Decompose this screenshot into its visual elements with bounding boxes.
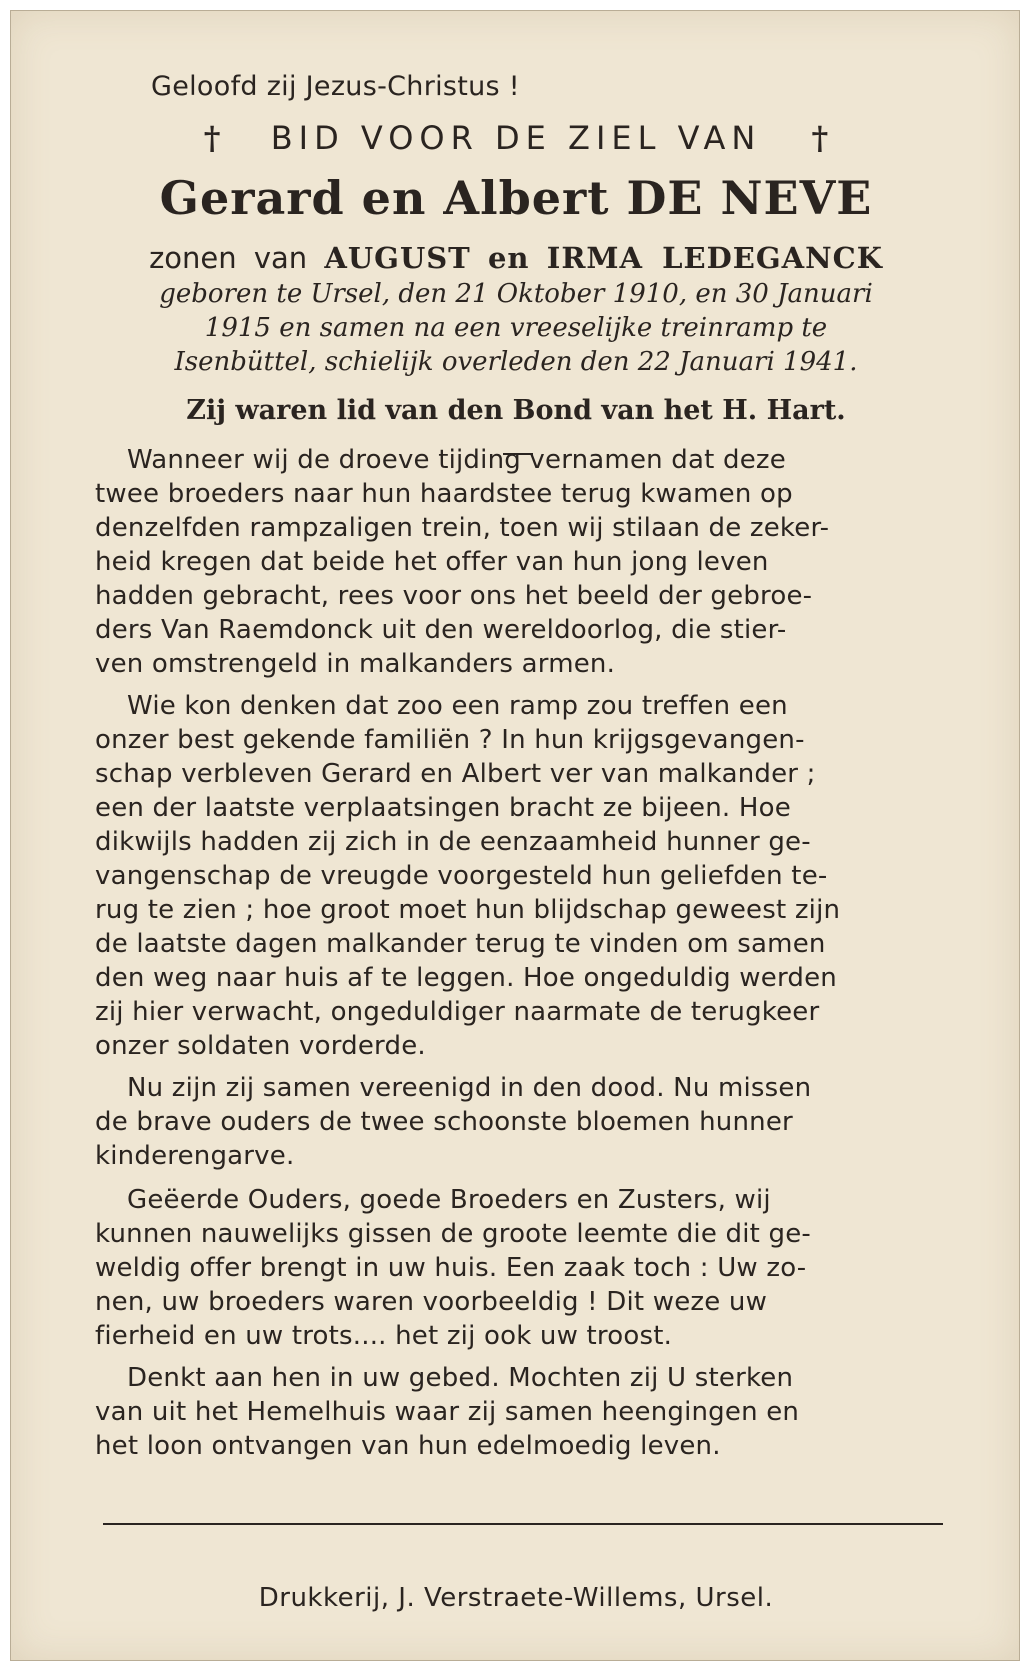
text-line: nen, uw broeders waren voorbeeldig ! Dit weze uw	[95, 1287, 768, 1317]
text-line: Geëerde Ouders, goede Broeders en Zusters, wij	[127, 1185, 771, 1215]
text-line: Wie kon denken dat zoo een ramp zou treffen een	[127, 691, 788, 721]
memorial-card	[10, 10, 1020, 1661]
footer-rule	[103, 1523, 943, 1525]
text-line: schap verbleven Gerard en Albert ver van malkander ;	[95, 759, 816, 789]
text-line: zij hier verwacht, ongeduldiger naarmate de terugkeer	[95, 997, 820, 1027]
mother-name: IRMA LEDEGANCK	[546, 241, 883, 275]
text-line: een der laatste verplaatsingen bracht ze bijeen. Hoe	[95, 793, 791, 823]
text-line: fierheid en uw trots.... het zij ook uw troost.	[95, 1321, 673, 1351]
text-line: vangenschap de vreugde voorgesteld hun geliefden te-	[95, 861, 828, 891]
parents-joiner: en	[487, 241, 530, 275]
text-line: onzer best gekende familiën ? In hun krijgsgevangen-	[95, 725, 805, 755]
text-line: kinderengarve.	[95, 1141, 295, 1171]
bond-membership: Zij waren lid van den Bond van het H. Hart.	[186, 395, 846, 426]
text-line: denzelfden rampzaligen trein, toen wij stilaan de zeker-	[95, 513, 830, 543]
text-line: de brave ouders de twee schoonste bloemen hunner	[95, 1107, 793, 1137]
right-cross-icon: †	[811, 119, 829, 157]
details-line-2: 1915 en samen na een vreeselijke treinramp te	[204, 313, 828, 343]
text-line: van uit het Hemelhuis waar zij samen heengingen en	[95, 1397, 800, 1427]
prayer-heading	[11, 119, 1021, 157]
text-line: weldig offer brengt in uw huis. Een zaak toch : Uw zo-	[95, 1253, 807, 1283]
parents-prefix: zonen van	[149, 241, 308, 275]
text-line: ven omstrengeld in malkanders armen.	[95, 649, 616, 679]
deceased-names: Gerard en Albert DE NEVE	[159, 171, 873, 225]
details-line-3: Isenbüttel, schielijk overleden den 22 Januari 1941.	[174, 347, 858, 377]
text-line: dikwijls hadden zij zich in de eenzaamheid hunner ge-	[95, 827, 811, 857]
prayer-text: BID VOOR DE ZIEL VAN	[270, 119, 762, 157]
text-line: ders Van Raemdonck uit den wereldoorlog, die stier-	[95, 615, 787, 645]
salutation: Geloofd zij Jezus-Christus !	[151, 71, 520, 102]
text-line: heid kregen dat beide het offer van hun jong leven	[95, 547, 769, 577]
left-cross-icon: †	[203, 119, 221, 157]
text-line: twee broeders naar hun haardstee terug kwamen op	[95, 479, 793, 509]
text-line: Nu zijn zij samen vereenigd in den dood. Nu missen	[127, 1073, 812, 1103]
parents-line	[11, 241, 1021, 275]
text-line: hadden gebracht, rees voor ons het beeld der gebroe-	[95, 581, 813, 611]
text-line: de laatste dagen malkander terug te vinden om samen	[95, 929, 826, 959]
printer-credit: Drukkerij, J. Verstraete-Willems, Ursel.	[258, 1583, 774, 1613]
text-line: Denkt aan hen in uw gebed. Mochten zij U sterken	[127, 1363, 794, 1393]
text-line: den weg naar huis af te leggen. Hoe ongeduldig werden	[95, 963, 837, 993]
text-line: kunnen nauwelijks gissen de groote leemte die dit ge-	[95, 1219, 811, 1249]
text-line: rug te zien ; hoe groot moet hun blijdschap geweest zijn	[95, 895, 841, 925]
text-line: Wanneer wij de droeve tijding vernamen dat deze	[127, 445, 786, 475]
text-line: het loon ontvangen van hun edelmoedig leven.	[95, 1431, 721, 1461]
father-name: AUGUST	[324, 241, 471, 275]
text-line: onzer soldaten vorderde.	[95, 1031, 426, 1061]
details-line-1: geboren te Ursel, den 21 Oktober 1910, en 30 Januari	[159, 279, 873, 309]
